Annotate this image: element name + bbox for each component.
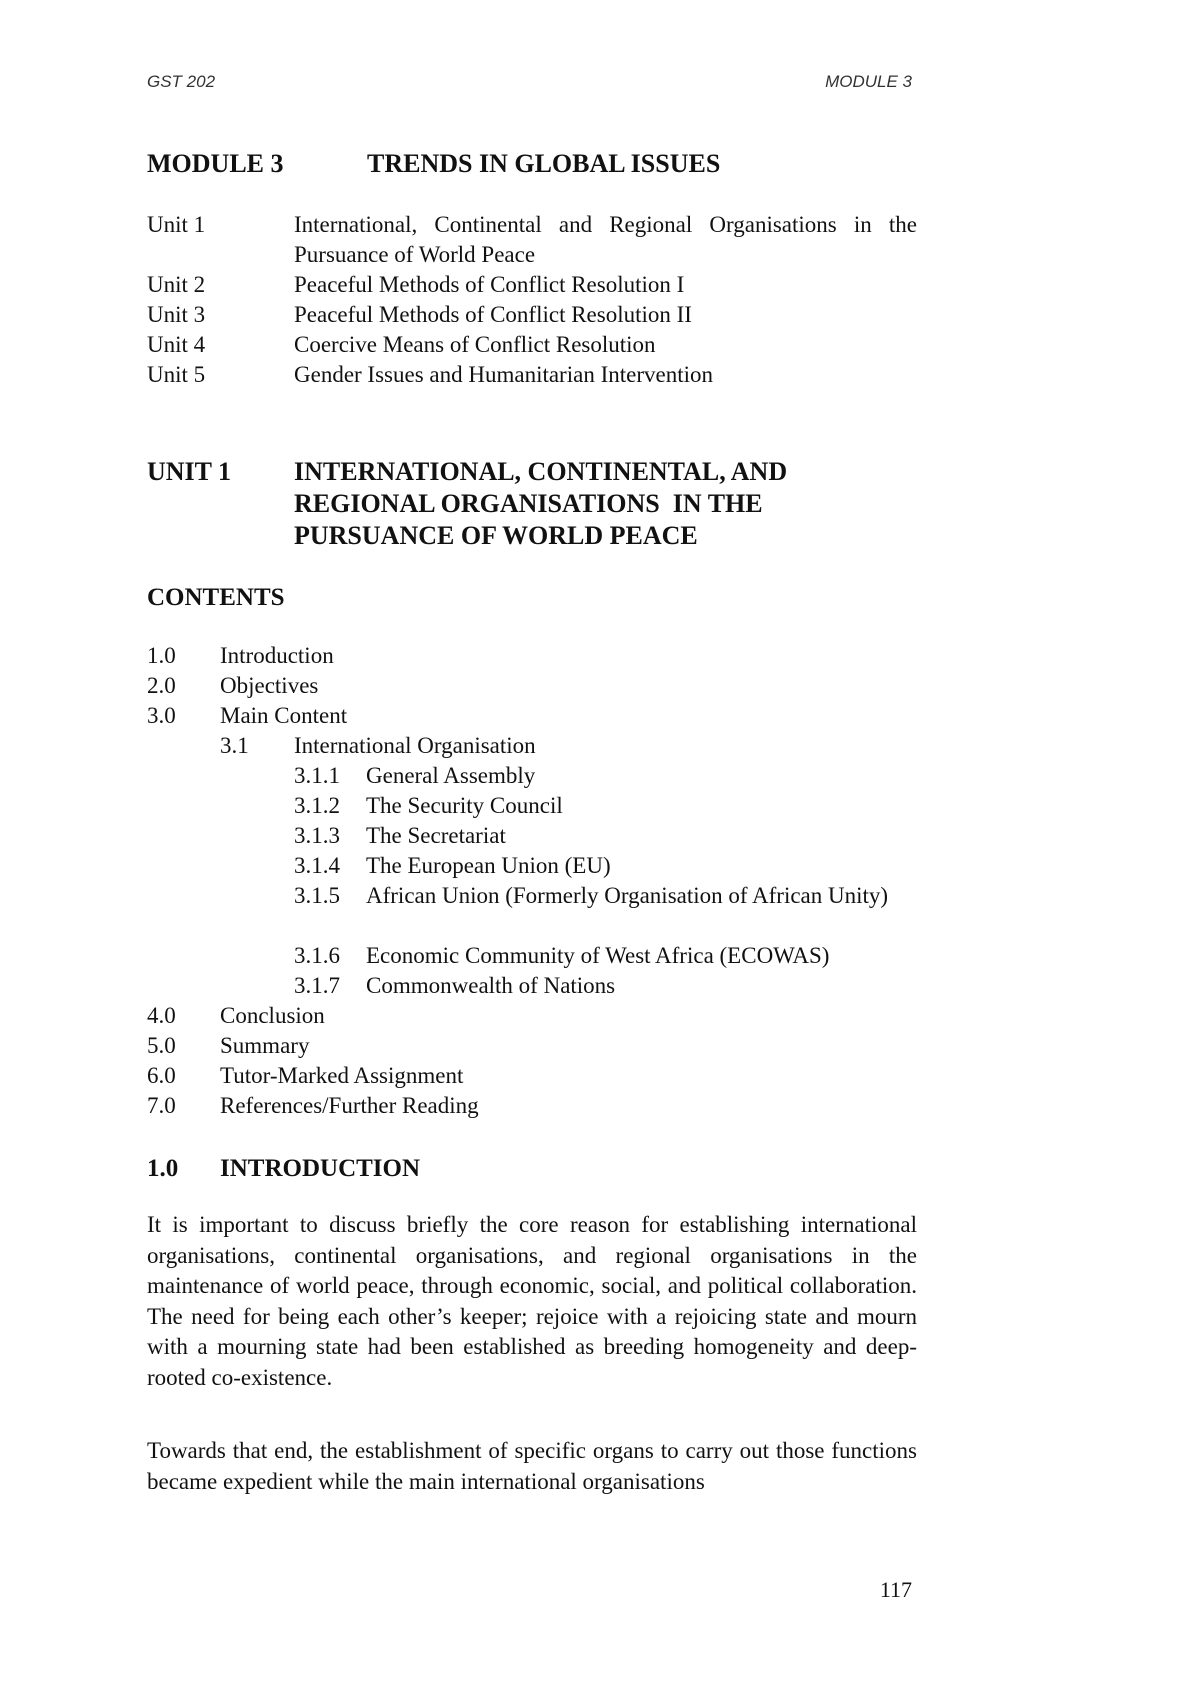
contents-item-number: 7.0 [147, 1093, 176, 1118]
running-head-course-code: GST 202 [147, 72, 216, 91]
unit-row [147, 210, 917, 270]
contents-item [294, 881, 917, 941]
contents-item-text: Conclusion [220, 1003, 325, 1028]
body-paragraph: It is important to discuss briefly the core reason for establishing international organisations, continental organisations, and regional organisations in the maintenance of world peace, through economic, social, and political collaboration. The need for being each other’s keeper; rejoice with a rejoicing state and mourn with a mourning state had been established as breeding homogeneity and deep-rooted co-existence. [147, 1212, 917, 1390]
unit-label: Unit 3 [147, 302, 206, 327]
section-heading: INTRODUCTION [220, 1155, 421, 1182]
contents-item-text: References/Further Reading [220, 1093, 479, 1118]
unit-title: Coercive Means of Conflict Resolution [294, 332, 656, 357]
unit-title: Gender Issues and Humanitarian Intervention [294, 362, 713, 387]
unit-title: Peaceful Methods of Conflict Resolution II [294, 302, 692, 327]
contents-item-text: The Secretariat [366, 823, 506, 848]
body-paragraph: Towards that end, the establishment of specific organs to carry out those functions became expedient while the main international organisations [147, 1438, 917, 1494]
contents-item-number: 3.1 [220, 733, 249, 758]
contents-item-text: Tutor-Marked Assignment [220, 1063, 464, 1088]
unit-title-line: INTERNATIONAL, CONTINENTAL, AND [294, 457, 788, 486]
page-number: 117 [879, 1577, 912, 1602]
contents-item-number: 1.0 [147, 643, 176, 668]
contents-item-number: 3.1.1 [294, 763, 340, 788]
unit-title-line: PURSUANCE OF WORLD PEACE [294, 521, 698, 550]
contents-item-number: 3.1.2 [294, 793, 340, 818]
contents-item-number: 4.0 [147, 1003, 176, 1028]
contents-item-text: Introduction [220, 643, 334, 668]
unit-label: Unit 1 [147, 212, 206, 237]
contents-heading: CONTENTS [147, 584, 285, 611]
contents-item-number: 3.1.7 [294, 973, 340, 998]
contents-item-text: African Union (Formerly Organisation of African Unity) [366, 883, 889, 908]
contents-item-text: Commonwealth of Nations [366, 973, 616, 998]
contents-item-number: 2.0 [147, 673, 176, 698]
contents-item-text: International Organisation [294, 733, 536, 758]
contents-item-text: The Security Council [366, 793, 563, 818]
contents-item-number: 3.1.4 [294, 853, 340, 878]
contents-item-text: Main Content [220, 703, 348, 728]
running-head-module: MODULE 3 [825, 72, 912, 91]
unit-number: UNIT 1 [147, 457, 232, 486]
section-number: 1.0 [147, 1155, 179, 1182]
contents-item-number: 3.1.6 [294, 943, 340, 968]
unit-label: Unit 5 [147, 362, 206, 387]
module-number: MODULE 3 [147, 149, 284, 178]
contents-item-number: 6.0 [147, 1063, 176, 1088]
contents-item-text: General Assembly [366, 763, 536, 788]
contents-item-text: Objectives [220, 673, 319, 698]
contents-item-number: 3.1.5 [294, 883, 340, 908]
unit-label: Unit 4 [147, 332, 206, 357]
unit-title: International, Continental and Regional Organisations in the Pursuance of World Peace [294, 212, 917, 267]
unit-title: Peaceful Methods of Conflict Resolution I [294, 272, 685, 297]
contents-item-number: 5.0 [147, 1033, 176, 1058]
unit-label: Unit 2 [147, 272, 206, 297]
contents-item-text: The European Union (EU) [366, 853, 611, 878]
contents-item-text: Summary [220, 1033, 310, 1058]
contents-item-text: Economic Community of West Africa (ECOWAS) [366, 943, 830, 968]
unit-title-line: REGIONAL ORGANISATIONS IN THE [294, 489, 763, 518]
contents-item-number: 3.1.3 [294, 823, 340, 848]
contents-item-number: 3.0 [147, 703, 176, 728]
module-title: TRENDS IN GLOBAL ISSUES [367, 149, 721, 178]
